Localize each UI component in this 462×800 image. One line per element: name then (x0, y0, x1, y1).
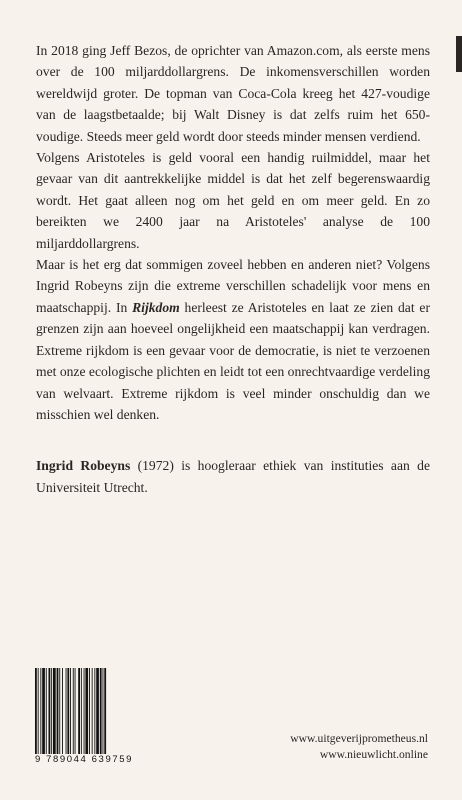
publisher-websites (290, 731, 428, 763)
barcode-bar (100, 668, 102, 754)
isbn-number: 9 789044 639759 (35, 754, 133, 765)
blurb-paragraph-3 (36, 254, 430, 425)
spine-mark (456, 36, 462, 72)
barcode-bar (89, 668, 90, 754)
author-bio-text: (1972) is hoogleraar ethiek van instituties aan de Universiteit Utrecht. (36, 458, 430, 495)
barcode-bars (33, 668, 135, 754)
barcode-bar (85, 668, 88, 754)
barcode-bar (46, 668, 47, 754)
barcode-bar (103, 668, 104, 754)
barcode-bar (62, 668, 63, 754)
barcode-bar (70, 668, 71, 754)
barcode-bar (66, 668, 67, 754)
barcode-bar (94, 668, 95, 754)
blurb-paragraph-3-end: herleest ze Aristoteles en laat ze zien dat er grenzen zijn aan hoeveel ongelijkheid een maatschappij kan verdragen. Extreme rijkdom is een gevaar voor de democratie, is niet te verzoenen met onze ecologische plichten en leidt tot een onrechtvaardige verdeling van welvaart. Extreme rijkdom is veel minder onschuldig dan we misschien wel denken. (36, 299, 430, 422)
author-name: Ingrid Robeyns (36, 458, 131, 474)
barcode-bar (92, 668, 93, 754)
barcode-bar (49, 668, 51, 754)
blurb-paragraph-3-start: Maar is het erg dat sommigen zoveel hebben en anderen niet? Volgens Ingrid Robeyns zijn die extreme verschillen schadelijk voor mens en maatschappij. In (36, 257, 430, 315)
barcode-bar (104, 668, 106, 754)
barcode-bar (40, 668, 41, 754)
barcode-bar (35, 668, 37, 754)
barcode-bar (59, 668, 60, 754)
barcode-bar (57, 668, 59, 754)
barcode-bar (78, 668, 80, 754)
author-bio (36, 455, 430, 498)
barcode-bar (81, 668, 82, 754)
blurb-paragraph-2: Volgens Aristoteles is geld vooral een handig ruilmiddel, maar het gevaar van dit aantrekkelijke middel is dat het zelf begerenswaardig wordt. Het gaat alleen nog om het geld en om meer geld. En zo bereikten we 2400 jaar na Aristoteles' analyse de 100 miljarddollargrens. (36, 150, 430, 251)
barcode-bar (51, 668, 52, 754)
book-title: Rijkdom (132, 299, 180, 315)
blurb-text (36, 40, 430, 498)
isbn-barcode (33, 668, 135, 768)
barcode-bar (96, 668, 99, 754)
barcode-bar (53, 668, 56, 754)
barcode-bar (73, 668, 74, 754)
barcode-bar (38, 668, 39, 754)
barcode-bar (75, 668, 76, 754)
website-prometheus[interactable]: www.uitgeverijprometheus.nl (290, 732, 428, 745)
barcode-bar (84, 668, 85, 754)
blurb-paragraph-1: In 2018 ging Jeff Bezos, de oprichter van Amazon.com, als eerste mens over de 100 miljarddollargrens. De inkomensverschillen worden wereldwijd groter. De topman van Coca-Cola kreeg het 427-voudige van de laagstbetaalde; bij Walt Disney is dat zelfs ruim het 650-voudige. Steeds meer geld wordt door steeds minder mensen verdiend. (36, 43, 430, 144)
website-nieuwlicht[interactable]: www.nieuwlicht.online (319, 748, 428, 761)
barcode-bar (67, 668, 69, 754)
barcode-bar (42, 668, 45, 754)
